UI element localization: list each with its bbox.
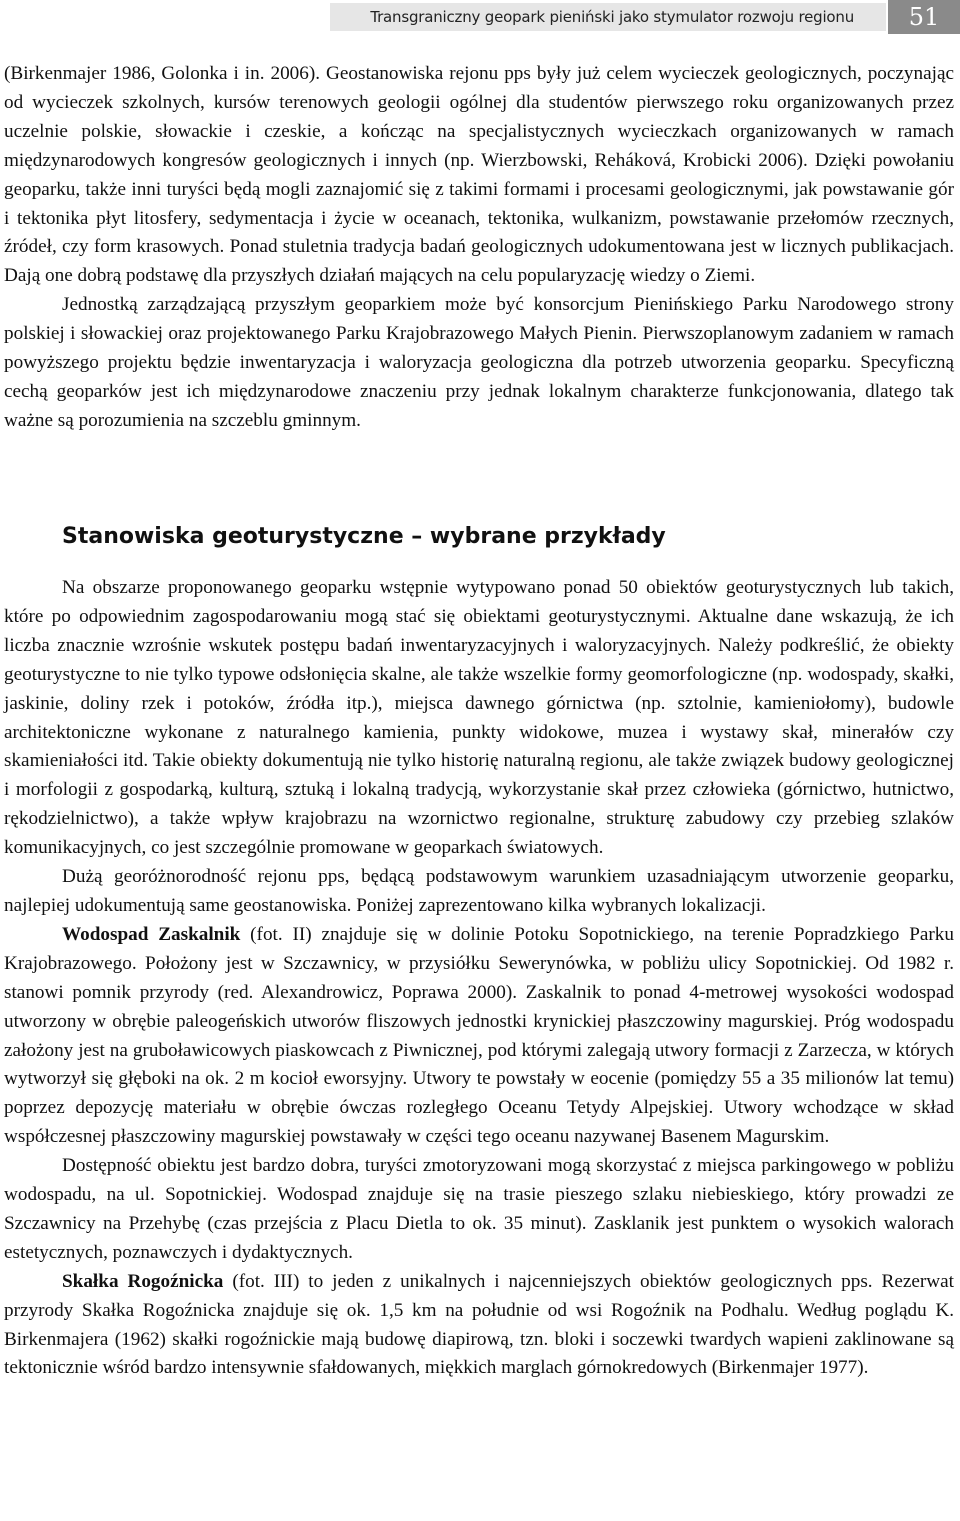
paragraph <box>4 1268 954 1384</box>
paragraph-text: (fot. III) to jeden z unikalnych i najcenniejszych obiektów geologicznych pps. Rezerwat przyrody Skałka Rogoźnicka znajduje się ok. 1,5 km na południe od wsi Rogoźnik na Podhalu. Według poglądu K. Birkenmajera (1962) skałki rogoźnickie mają budowę diapirową, tzn. bloki i soczewki twardych wapieni zaklinowane są tektonicznie wśród bardzo intensywnie sfałdowanych, miękkich marglach górnokredowych (Birkenmajer 1977). <box>4 1270 954 1379</box>
page-number: 51 <box>888 0 960 34</box>
section-text <box>4 574 954 1383</box>
intro-text <box>4 60 954 436</box>
paragraph <box>4 921 954 1152</box>
paragraph: Dostępność obiektu jest bardzo dobra, turyści zmotoryzowani mogą skorzystać z miejsca parkingowego w pobliżu wodospadu, na ul. Sopotnickiej. Wodospad znajduje się na trasie pieszego szlaku niebieskiego, który prowadzi ze Szczawnicy na Przehybę (czas przejścia z Placu Dietla to ok. 35 minut). Zasklanik jest punktem o wysokich walorach estetycznych, poznawczych i dydaktycznych. <box>4 1155 954 1263</box>
paragraph: (Birkenmajer 1986, Golonka i in. 2006). Geostanowiska rejonu pps były już celem wycieczek geologicznych, poczynając od wycieczek szkolnych, kursów terenowych geologii ogólnej dla studentów pierwszego roku organizowanych przez uczelnie polskie, słowackie i czeskie, a kończąc na specjalistycznych wycieczkach organizowanych w ramach międzynarodowych kongresów geologicznych i innych (np. Wierzbowski, Reháková, Krobicki 2006). Dzięki powołaniu geoparku, także inni turyści będą mogli zaznajomić się z takimi formami i procesami geologicznymi, jak powstawanie gór i tektonika płyt litosfery, sedymentacja i życie w oceanach, tektonika, wulkanizm, powstawanie przełomów rzecznych, źródeł, czy form krasowych. Ponad stuletnia tradycja badań geologicznych udokumentowana jest w licznych publikacjach. Dają one dobrą podstawę dla przyszłych działań mających na celu popularyzację wiedzy o Ziemi. <box>4 63 954 287</box>
site-name-bold: Wodospad Zaskalnik <box>62 923 241 945</box>
running-title: Transgraniczny geopark pieniński jako stymulator rozwoju regionu <box>370 8 854 26</box>
paragraph: Jednostką zarządzającą przyszłym geoparkiem może być konsorcjum Pienińskiego Parku Narodowego strony polskiej i słowackiej oraz projektowanego Parku Krajobrazowego Małych Pienin. Pierwszoplanowym zadaniem w ramach powyższego projektu będzie inwentaryzacja i waloryzacja geologiczna dla potrzeb utworzenia geoparku. Specyficzną cechą geoparków jest ich międzynarodowe znaczeniu przy jednak lokalnym charakterze funkcjonowania, dlatego tak ważne są porozumienia na szczeblu gminnym. <box>4 294 954 431</box>
running-header <box>330 3 886 31</box>
paragraph-text: (fot. II) znajduje się w dolinie Potoku Sopotnickiego, na terenie Popradzkiego Parku Krajobrazowego. Położony jest w Szczawnicy, w przysiółku Sewerynówka, w pobliżu ulicy Sopotnickiej. Od 1982 r. stanowi pomnik przyrody (red. Alexandrowicz, Poprawa 2000). Zaskalnik to ponad 4-metrowej wysokości wodospad utworzony w obrębie paleogeńskich utworów fliszowych jednostki krynickiej płaszczowiny magurskiej. Próg wodospadu założony jest na gruboławicowych piaskowcach z Piwnicznej, pod którymi zalegają utwory formacji z Zarzecza, w których wytworzył się głęboki na ok. 2 m kocioł eworsyjny. Utwory te powstały w eocenie (pomiędzy 55 a 35 milionów lat temu) poprzez depozycję materiału w obrębie ówczas rozległego Oceanu Tetydy Alpejskiej. Utwory wchodzące w skład współczesnej płaszczowiny magurskiej powstawały w części tego oceanu nazywanej Basenem Magurskim. <box>4 923 954 1148</box>
section-heading: Stanowiska geoturystyczne – wybrane przykłady <box>62 524 666 549</box>
site-name-bold: Skałka Rogoźnicka <box>62 1270 224 1292</box>
paragraph: Dużą georóżnorodność rejonu pps, będącą podstawowym warunkiem uzasadniającym utworzenie geoparku, najlepiej udokumentują same geostanowiska. Poniżej zaprezentowano kilka wybranych lokalizacji. <box>4 866 954 916</box>
paragraph: Na obszarze proponowanego geoparku wstępnie wytypowano ponad 50 obiektów geoturystycznych lub takich, które po odpowiednim zagospodarowaniu mogą stać się obiektami geoturystycznymi. Aktualne dane wskazują, że ich liczba znacznie wzrośnie wskutek postępu badań inwentaryzacyjnych i waloryzacyjnych. Należy podkreślić, że obiekty geoturystyczne to nie tylko typowe odsłonięcia skalne, ale także wszelkie formy geomorfologiczne (np. wodospady, skałki, jaskinie, doliny rzek i potoków, źródła itp.), miejsca dawnego górnictwa (np. sztolnie, kamieniołomy), budowle architektoniczne wykonane z naturalnego kamienia, punkty widokowe, muzea i wystawy skał, minerałów czy skamieniałości itd. Takie obiekty dokumentują nie tylko historię naturalną regionu, ale także związek budowy geologicznej i morfologii z gospodarką, kulturą, sztuką i lokalną tradycją, wykorzystanie skał przez człowieka (górnictwo, hutnictwo, rękodzielnictwo), a także wpływ krajobrazu na wzornictwo regionalne, strukturę zabudowy czy przebieg szlaków komunikacyjnych, co jest szczególnie promowane w geoparkach światowych. <box>4 577 954 859</box>
